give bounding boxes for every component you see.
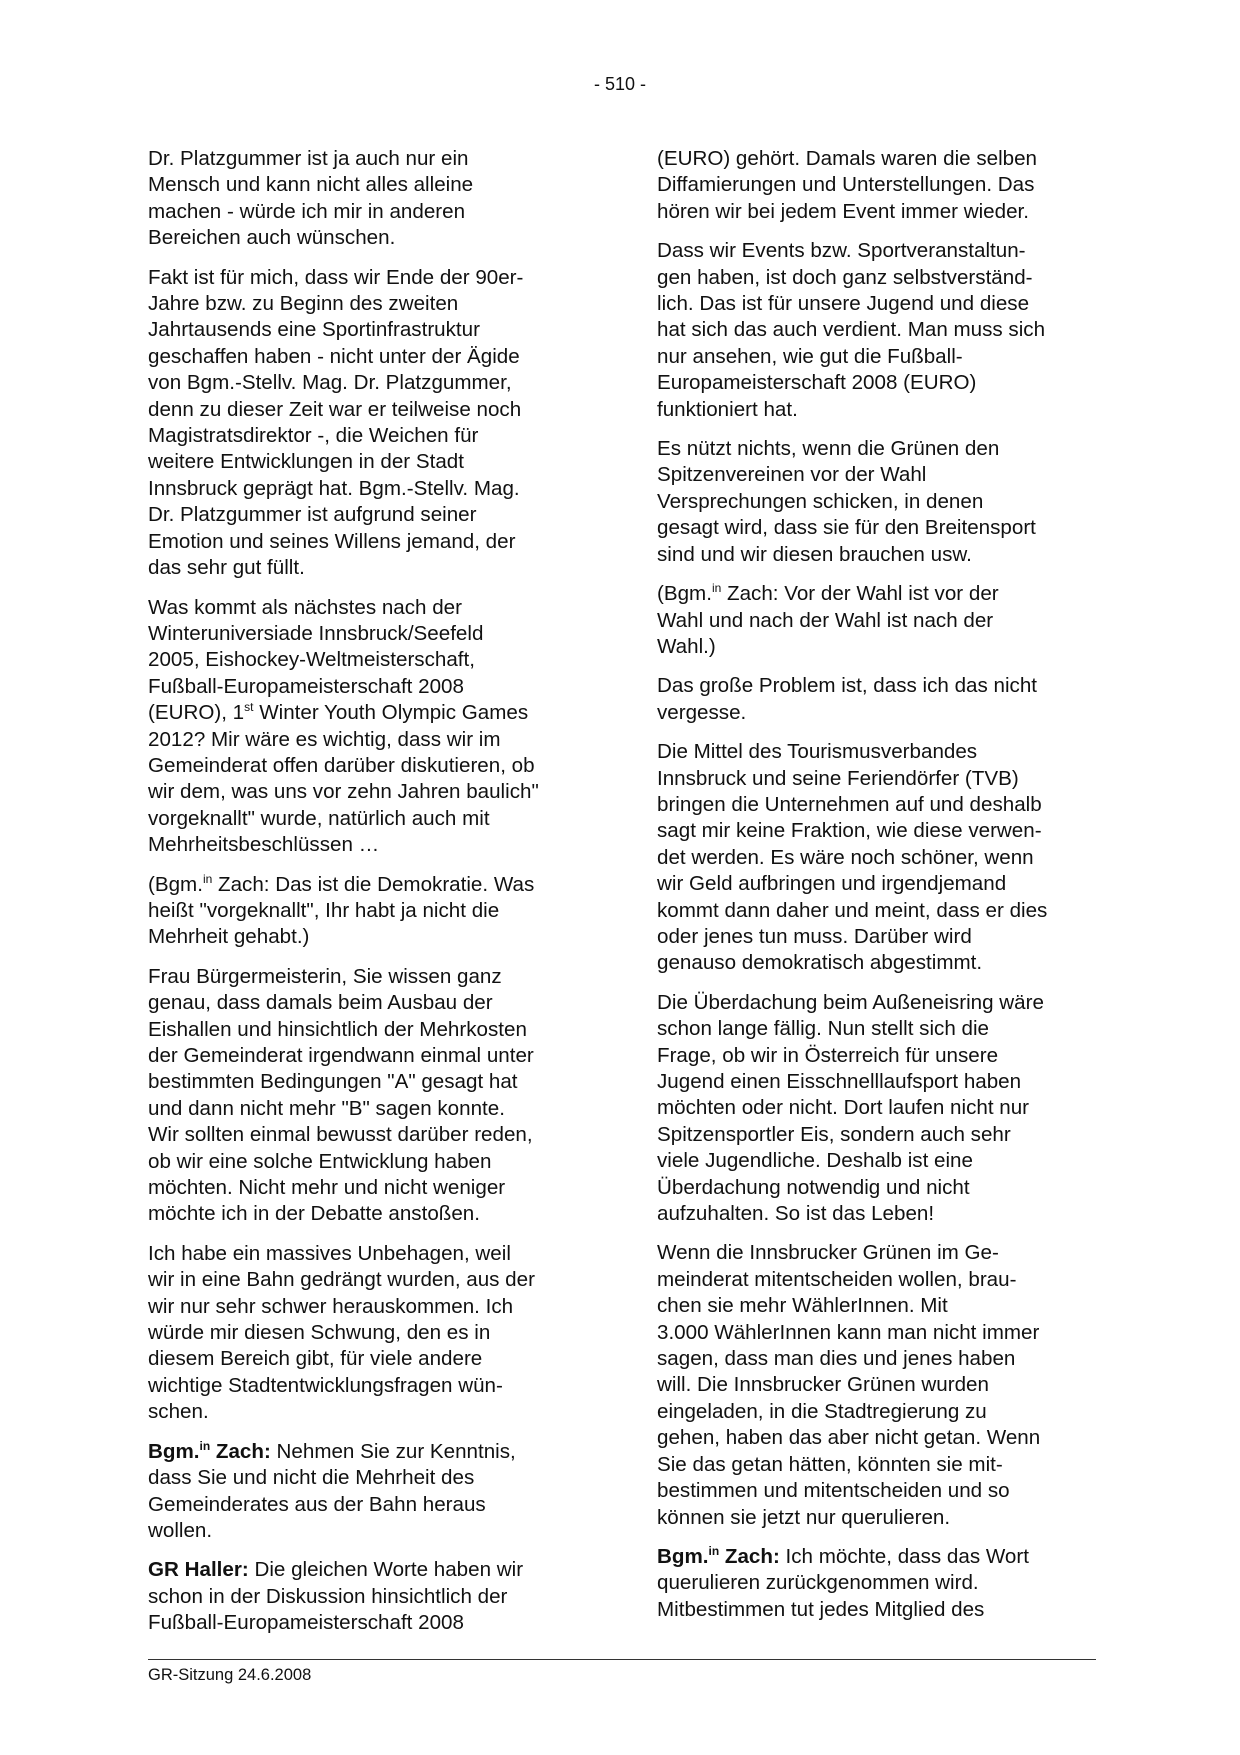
- text-run: Ich möchte, dass das Wort: [779, 1544, 1029, 1568]
- text-run: Innsbruck und seine Feriendörfer (TVB): [657, 766, 1019, 790]
- text-run: ob wir eine solche Entwicklung haben: [148, 1149, 492, 1173]
- text-line: [657, 1016, 1095, 1042]
- text-line: [148, 1610, 586, 1636]
- text-run: Frage, ob wir in Österreich für unsere: [657, 1043, 999, 1067]
- text-line: [657, 397, 1095, 423]
- text-run: Europameisterschaft 2008 (EURO): [657, 371, 977, 395]
- paragraph: [148, 595, 586, 859]
- text-run: das sehr gut füllt.: [148, 556, 305, 580]
- text-line: [148, 555, 586, 581]
- text-line: [148, 529, 586, 555]
- text-run: der Gemeinderat irgendwann einmal unter: [148, 1044, 534, 1067]
- text-line: [148, 872, 586, 898]
- text-line: [148, 397, 586, 423]
- text-run: hat sich das auch verdient. Man muss sich: [657, 318, 1046, 342]
- text-line: [657, 1544, 1095, 1570]
- text-run: Wenn die Innsbrucker Grünen im Ge-: [657, 1241, 999, 1265]
- text-line: [657, 1293, 1095, 1319]
- text-run: Dr. Platzgummer ist aufgrund seiner: [148, 503, 477, 527]
- text-line: [657, 1043, 1095, 1069]
- text-run: weitere Entwicklungen in der Stadt: [148, 450, 464, 474]
- text-run: Zach: Das ist die Demokratie. Was: [212, 872, 535, 896]
- text-run: Fakt ist für mich, dass wir Ende der 90er-: [148, 265, 524, 289]
- text-run: (Bgm.: [657, 582, 712, 606]
- text-line: [148, 1320, 586, 1346]
- text-run: det werden. Es wäre noch schöner, wenn: [657, 845, 1034, 869]
- text-line: [148, 1373, 586, 1399]
- text-line: [657, 462, 1095, 488]
- text-line: [148, 423, 586, 449]
- text-line: [148, 265, 586, 291]
- text-run: Bereichen auch wünschen.: [148, 226, 396, 250]
- text-line: [148, 370, 586, 396]
- text-run: Gemeinderates aus der Bahn heraus: [148, 1492, 486, 1516]
- text-line: [148, 502, 586, 528]
- text-line: [657, 146, 1095, 172]
- text-run: gesagt wird, dass sie für den Breitensport: [657, 516, 1036, 540]
- text-line: [657, 1320, 1095, 1346]
- page-number: - 510 -: [593, 74, 647, 94]
- text-line: [148, 1017, 586, 1043]
- text-run: würde mir diesen Schwung, den es in: [148, 1321, 491, 1345]
- text-line: [657, 990, 1095, 1016]
- text-line: [657, 673, 1095, 699]
- text-run: Mitbestimmen tut jedes Mitglied des: [657, 1597, 985, 1621]
- text-run: Zach: Vor der Wahl ist vor der: [721, 582, 999, 606]
- text-line: [657, 1346, 1095, 1372]
- text-run: schon lange fällig. Nun stellt sich die: [657, 1017, 989, 1041]
- text-run: Gemeinderat offen darüber diskutieren, ob: [148, 753, 535, 777]
- text-run: Überdachung notwendig und nicht: [657, 1175, 970, 1199]
- text-run: vorgeknallt" wurde, natürlich auch mit: [148, 806, 490, 830]
- text-run: möchten. Nicht mehr und nicht weniger: [148, 1176, 506, 1200]
- superscript: in: [202, 871, 213, 886]
- text-line: [657, 581, 1095, 607]
- text-line: [148, 199, 586, 225]
- text-run: Nehmen Sie zur Kenntnis,: [270, 1439, 516, 1463]
- text-line: [657, 634, 1095, 660]
- text-run: von Bgm.-Stellv. Mag. Dr. Platzgummer,: [148, 371, 512, 395]
- text-line: [657, 792, 1095, 818]
- text-line: [148, 674, 586, 700]
- text-run: chen sie mehr WählerInnen. Mit: [657, 1294, 948, 1318]
- text-line: [657, 1148, 1095, 1174]
- text-run: geschaffen haben - nicht unter der Ägide: [148, 344, 520, 368]
- text-run: diesem Bereich gibt, für viele andere: [148, 1347, 483, 1371]
- text-line: [657, 265, 1095, 291]
- text-run: Das große Problem ist, dass ich das nicht: [657, 674, 1037, 698]
- text-line: [148, 1557, 586, 1583]
- text-run: Winteruniversiade Innsbruck/Seefeld: [148, 621, 484, 645]
- paragraph: [148, 1439, 586, 1545]
- text-line: [657, 818, 1095, 844]
- text-line: [657, 172, 1095, 198]
- text-line: [148, 1069, 586, 1095]
- text-run: meinderat mitentscheiden wollen, brau-: [657, 1267, 1017, 1291]
- text-run: Emotion und seines Willens jemand, der: [148, 529, 516, 553]
- paragraph: [657, 436, 1095, 568]
- text-line: [657, 608, 1095, 634]
- text-run: kommt dann daher und meint, dass er dies: [657, 898, 1048, 922]
- text-line: [657, 489, 1095, 515]
- text-run: bestimmten Bedingungen "A" gesagt hat: [148, 1070, 518, 1094]
- text-run: Frau Bürgermeisterin, Sie wissen ganz: [148, 964, 502, 988]
- text-line: [657, 1478, 1095, 1504]
- text-run: Spitzensportler Eis, sondern auch sehr: [657, 1122, 1011, 1146]
- text-run: 2005, Eishockey-Weltmeisterschaft,: [148, 648, 475, 672]
- text-run: oder jenes tun muss. Darüber wird: [657, 924, 972, 948]
- superscript: st: [244, 700, 254, 715]
- text-line: [657, 1597, 1095, 1623]
- text-run: (EURO), 1: [148, 701, 245, 725]
- text-line: [148, 1043, 586, 1069]
- speaker-label: Bgm.: [657, 1544, 709, 1568]
- text-run: Jugend einen Eisschnelllaufsport haben: [657, 1070, 1022, 1093]
- text-line: [657, 291, 1095, 317]
- text-run: sagen, dass man dies und jenes haben: [657, 1347, 1016, 1371]
- text-line: [148, 1399, 586, 1425]
- text-run: möchte ich in der Debatte anstoßen.: [148, 1202, 480, 1226]
- text-line: [657, 1240, 1095, 1266]
- text-run: wir dem, was uns vor zehn Jahren baulich": [148, 780, 539, 804]
- text-line: [657, 1570, 1095, 1596]
- text-line: [657, 515, 1095, 541]
- text-line: [148, 924, 586, 950]
- text-line: [657, 1505, 1095, 1531]
- text-line: [657, 739, 1095, 765]
- paragraph: [148, 1557, 586, 1636]
- text-line: [657, 871, 1095, 897]
- text-run: genau, dass damals beim Ausbau der: [148, 991, 493, 1015]
- text-line: [148, 727, 586, 753]
- left-column: [148, 146, 586, 1650]
- text-line: [657, 700, 1095, 726]
- text-run: Spitzenvereinen vor der Wahl: [657, 463, 927, 487]
- text-line: [148, 647, 586, 673]
- text-run: gen haben, ist doch ganz selbstverständ-: [657, 265, 1033, 289]
- paragraph: [148, 1241, 586, 1426]
- text-run: Jahrtausends eine Sportinfrastruktur: [148, 318, 480, 342]
- text-run: wichtige Stadtentwicklungsfragen wün-: [148, 1373, 503, 1397]
- text-line: [657, 317, 1095, 343]
- text-line: [148, 832, 586, 858]
- text-run: vergesse.: [657, 700, 747, 724]
- text-run: 2012? Mir wäre es wichtig, dass wir im: [148, 727, 501, 751]
- text-run: sagt mir keine Fraktion, wie diese verwen-: [657, 819, 1042, 843]
- text-line: [657, 898, 1095, 924]
- text-run: Mehrheitsbeschlüssen …: [148, 833, 380, 857]
- right-column: [657, 146, 1095, 1636]
- text-run: bestimmen und mitentscheiden und so: [657, 1479, 1010, 1503]
- text-run: Eishallen und hinsichtlich der Mehrkosten: [148, 1017, 527, 1041]
- paragraph: [657, 146, 1095, 225]
- text-line: [148, 344, 586, 370]
- text-line: [148, 1267, 586, 1293]
- paragraph: [657, 1240, 1095, 1530]
- text-run: schen.: [148, 1400, 209, 1424]
- text-line: [657, 1425, 1095, 1451]
- text-line: [148, 1465, 586, 1491]
- text-run: funktioniert hat.: [657, 397, 798, 421]
- text-line: [657, 766, 1095, 792]
- text-run: wir Geld aufbringen und irgendjemand: [657, 872, 1007, 896]
- text-line: [148, 291, 586, 317]
- paragraph: [148, 146, 586, 252]
- text-run: Mehrheit gehabt.): [148, 925, 310, 949]
- superscript: in: [711, 581, 722, 596]
- speaker-label: Zach:: [210, 1439, 271, 1463]
- footer-divider: [148, 1659, 1096, 1660]
- text-run: viele Jugendliche. Deshalb ist eine: [657, 1149, 973, 1173]
- text-run: dass Sie und nicht die Mehrheit des: [148, 1466, 475, 1490]
- text-run: Die Überdachung beim Außeneisring wäre: [657, 990, 1044, 1014]
- text-line: [148, 964, 586, 990]
- text-line: [657, 1069, 1095, 1095]
- text-line: [148, 595, 586, 621]
- speaker-label: Zach:: [719, 1544, 780, 1568]
- text-line: [148, 1122, 586, 1148]
- text-run: gehen, haben das aber nicht getan. Wenn: [657, 1426, 1041, 1450]
- text-run: wollen.: [148, 1518, 213, 1542]
- text-line: [148, 476, 586, 502]
- paragraph: [657, 990, 1095, 1228]
- paragraph: [657, 1544, 1095, 1623]
- text-run: Innsbruck geprägt hat. Bgm.-Stellv. Mag.: [148, 476, 520, 500]
- text-run: bringen die Unternehmen auf und deshalb: [657, 792, 1042, 816]
- text-run: 3.000 WählerInnen kann man nicht immer: [657, 1320, 1040, 1344]
- text-run: Dr. Platzgummer ist ja auch nur ein: [148, 147, 469, 170]
- text-run: Dass wir Events bzw. Sportveranstaltun-: [657, 239, 1026, 263]
- text-run: Fußball-Europameisterschaft 2008: [148, 1611, 464, 1635]
- text-line: [148, 1492, 586, 1518]
- text-run: hören wir bei jedem Event immer wieder.: [657, 199, 1029, 223]
- text-run: Wahl.): [657, 634, 716, 658]
- text-run: Ich habe ein massives Unbehagen, weil: [148, 1241, 511, 1265]
- text-line: [148, 1518, 586, 1544]
- text-line: [148, 317, 586, 343]
- text-line: [148, 1149, 586, 1175]
- text-line: [148, 172, 586, 198]
- text-run: heißt "vorgeknallt", Ihr habt ja nicht die: [148, 898, 500, 922]
- superscript: in: [708, 1543, 720, 1558]
- text-line: [148, 806, 586, 832]
- text-line: [657, 950, 1095, 976]
- text-run: wir nur sehr schwer herauskommen. Ich: [148, 1294, 514, 1318]
- text-run: sind und wir diesen brauchen usw.: [657, 542, 972, 566]
- text-line: [657, 370, 1095, 396]
- text-run: aufzuhalten. So ist das Leben!: [657, 1202, 935, 1226]
- text-line: [148, 1584, 586, 1610]
- text-run: lich. Das ist für unsere Jugend und diese: [657, 292, 1030, 316]
- text-run: eingeladen, in die Stadtregierung zu: [657, 1399, 987, 1423]
- text-run: und dann nicht mehr "B" sagen konnte.: [148, 1096, 505, 1120]
- text-run: nur ansehen, wie gut die Fußball-: [657, 344, 963, 368]
- text-run: Sie das getan hätten, könnten sie mit-: [657, 1452, 1003, 1476]
- superscript: in: [199, 1438, 211, 1453]
- text-line: [148, 1439, 586, 1465]
- paragraph: [148, 964, 586, 1228]
- text-line: [657, 1399, 1095, 1425]
- text-run: Wir sollten einmal bewusst darüber reden,: [148, 1123, 533, 1147]
- text-run: Fußball-Europameisterschaft 2008: [148, 674, 464, 698]
- paragraph: [657, 673, 1095, 726]
- text-line: [148, 1096, 586, 1122]
- text-line: [657, 199, 1095, 225]
- text-line: [657, 1095, 1095, 1121]
- text-run: Es nützt nichts, wenn die Grünen den: [657, 437, 1000, 461]
- text-run: Versprechungen schicken, in denen: [657, 489, 984, 513]
- text-line: [148, 779, 586, 805]
- text-line: [148, 753, 586, 779]
- text-run: machen - würde ich mir in anderen: [148, 199, 466, 223]
- text-run: Mensch und kann nicht alles alleine: [148, 173, 474, 197]
- text-run: schon in der Diskussion hinsichtlich der: [148, 1584, 508, 1608]
- text-line: [657, 344, 1095, 370]
- text-run: will. Die Innsbrucker Grünen wurden: [657, 1373, 989, 1397]
- text-line: [148, 225, 586, 251]
- text-line: [657, 845, 1095, 871]
- text-run: Die gleichen Worte haben wir: [248, 1558, 524, 1582]
- paragraph: [657, 581, 1095, 660]
- speaker-label: Bgm.: [148, 1439, 200, 1463]
- text-line: [148, 1241, 586, 1267]
- text-run: wir in eine Bahn gedrängt wurden, aus der: [148, 1268, 535, 1292]
- text-line: [148, 1294, 586, 1320]
- text-line: [148, 1201, 586, 1227]
- text-run: denn zu dieser Zeit war er teilweise noch: [148, 397, 522, 421]
- speaker-label: GR Haller:: [148, 1558, 249, 1582]
- text-run: querulieren zurückgenommen wird.: [657, 1571, 979, 1595]
- text-line: [148, 1175, 586, 1201]
- text-line: [148, 898, 586, 924]
- text-run: Diffamierungen und Unterstellungen. Das: [657, 173, 1035, 197]
- text-line: [148, 621, 586, 647]
- text-line: [657, 1175, 1095, 1201]
- text-run: genauso demokratisch abgestimmt.: [657, 951, 983, 975]
- text-run: Magistratsdirektor -, die Weichen für: [148, 424, 479, 448]
- text-line: [657, 1201, 1095, 1227]
- text-line: [657, 238, 1095, 264]
- text-run: Winter Youth Olympic Games: [253, 701, 529, 725]
- text-line: [148, 990, 586, 1016]
- text-run: Die Mittel des Tourismusverbandes: [657, 740, 978, 764]
- text-line: [657, 1267, 1095, 1293]
- text-run: können sie jetzt nur querulieren.: [657, 1505, 951, 1529]
- paragraph: [148, 265, 586, 582]
- paragraph: [657, 739, 1095, 977]
- text-run: Was kommt als nächstes nach der: [148, 595, 462, 619]
- text-line: [657, 1122, 1095, 1148]
- text-line: [148, 146, 586, 172]
- text-line: [657, 436, 1095, 462]
- text-run: möchten oder nicht. Dort laufen nicht nur: [657, 1096, 1030, 1120]
- text-line: [657, 924, 1095, 950]
- text-run: (EURO) gehört. Damals waren die selben: [657, 147, 1037, 170]
- text-line: [148, 1346, 586, 1372]
- text-run: (Bgm.: [148, 872, 203, 896]
- text-line: [657, 1372, 1095, 1398]
- paragraph: [657, 238, 1095, 423]
- text-run: Jahre bzw. zu Beginn des zweiten: [148, 292, 459, 316]
- text-line: [148, 700, 586, 726]
- text-line: [657, 1452, 1095, 1478]
- text-line: [657, 542, 1095, 568]
- paragraph: [148, 872, 586, 951]
- text-run: Wahl und nach der Wahl ist nach der: [657, 608, 994, 632]
- footer-session-date: GR-Sitzung 24.6.2008: [148, 1666, 312, 1684]
- text-line: [148, 449, 586, 475]
